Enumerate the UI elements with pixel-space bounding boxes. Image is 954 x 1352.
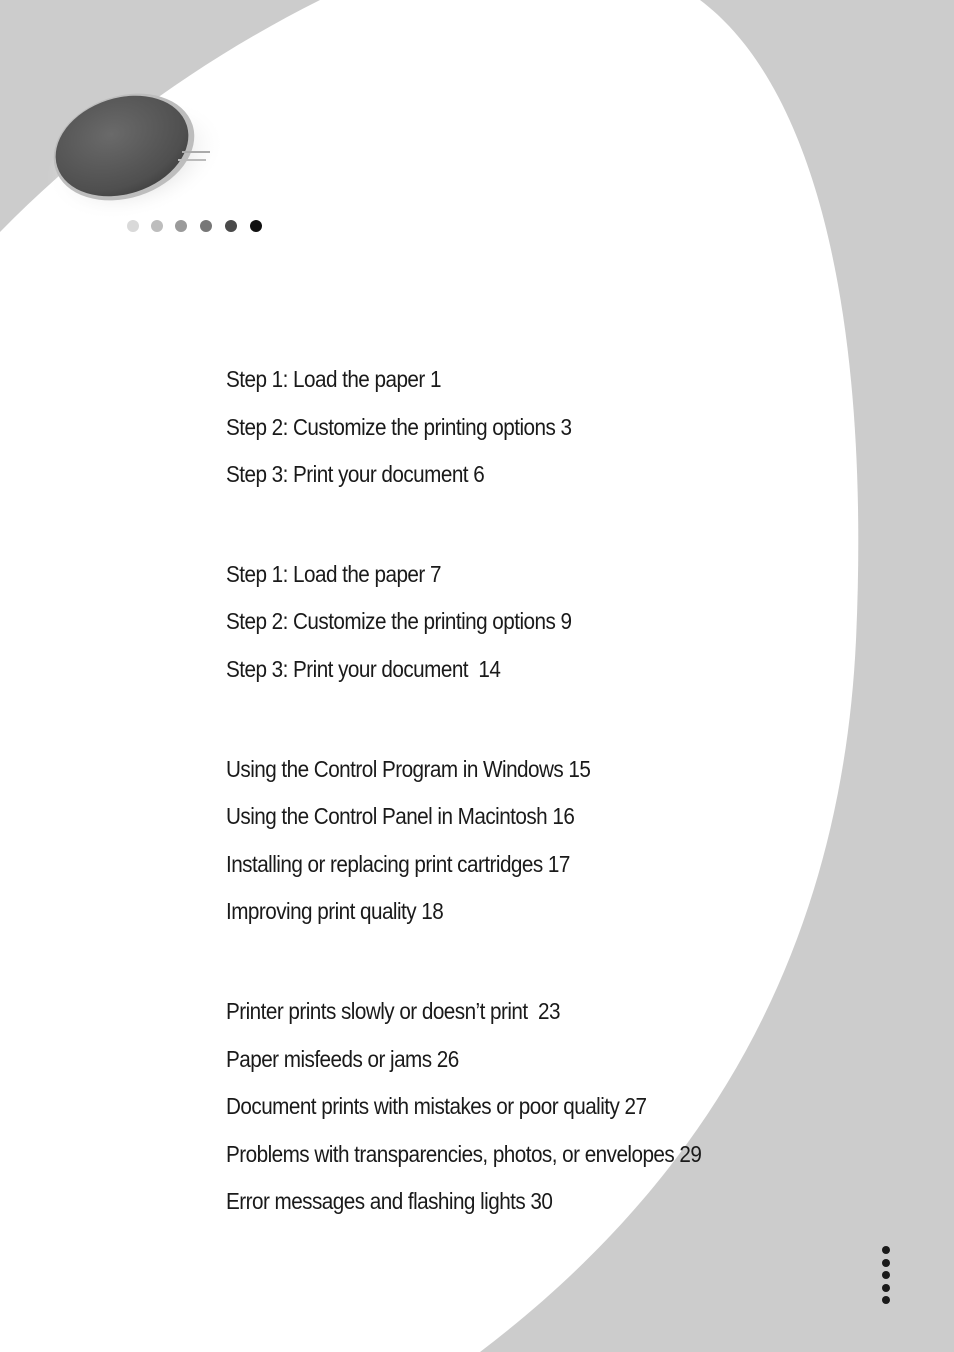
toc-group-3 — [226, 752, 866, 929]
progress-dot — [127, 220, 139, 232]
toc-entry[interactable]: Installing or replacing print cartridges 17 — [226, 850, 570, 877]
progress-dot — [175, 220, 187, 232]
toc-entry[interactable]: Using the Control Panel in Macintosh 16 — [226, 803, 575, 830]
page-marker-dot — [882, 1271, 890, 1279]
toc-group-2 — [226, 557, 866, 686]
group-spacer — [226, 505, 866, 557]
toc-entry[interactable]: Error messages and flashing lights 30 — [226, 1188, 553, 1215]
progress-dot — [225, 220, 237, 232]
toc-entry[interactable]: Document prints with mistakes or poor quality 27 — [226, 1093, 647, 1120]
toc-entry[interactable]: Step 3: Print your document 14 — [226, 655, 501, 682]
page-marker-dot — [882, 1259, 890, 1267]
toc-entry[interactable]: Improving print quality 18 — [226, 898, 444, 925]
page-marker-dot — [882, 1296, 890, 1304]
group-spacer — [226, 942, 866, 994]
toc-group-1 — [226, 362, 866, 491]
toc-entry[interactable]: Using the Control Program in Windows 15 — [226, 755, 591, 782]
page-marker-dot — [882, 1246, 890, 1254]
toc-entry[interactable]: Problems with transparencies, photos, or envelopes 29 — [226, 1140, 702, 1167]
toc-entry[interactable]: Step 1: Load the paper 1 — [226, 366, 441, 392]
toc-group-4 — [226, 994, 866, 1218]
group-spacer — [226, 700, 866, 752]
page-marker-dots — [882, 1246, 892, 1309]
toc-entry[interactable]: Step 1: Load the paper 7 — [226, 560, 441, 587]
toc-entry[interactable]: Step 2: Customize the printing options 9 — [226, 608, 572, 635]
progress-dot — [250, 220, 262, 232]
toc-entry[interactable]: Step 3: Print your document 6 — [226, 461, 485, 488]
progress-dot — [200, 220, 212, 232]
toc-entry[interactable]: Paper misfeeds or jams 26 — [226, 1045, 459, 1072]
table-of-contents — [226, 362, 866, 1232]
progress-dot — [151, 220, 163, 232]
page-marker-dot — [882, 1284, 890, 1292]
toc-entry[interactable]: Step 2: Customize the printing options 3 — [226, 413, 572, 440]
toc-entry[interactable]: Printer prints slowly or doesn’t print 23 — [226, 997, 560, 1024]
